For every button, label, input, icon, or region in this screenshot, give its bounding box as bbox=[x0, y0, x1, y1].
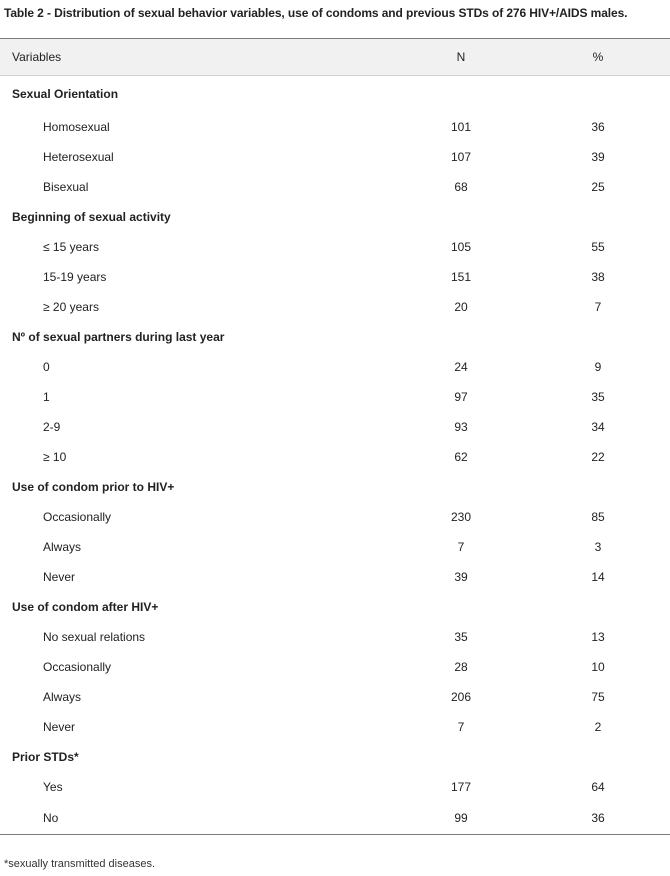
row-percent-value: 64 bbox=[591, 780, 605, 794]
table-caption: Table 2 - Distribution of sexual behavior variables, use of condoms and previous STDs of 276 HIV+/AIDS males. bbox=[4, 6, 628, 20]
row-percent-value: 13 bbox=[591, 630, 605, 644]
table-row bbox=[0, 652, 670, 682]
row-label: No sexual relations bbox=[43, 630, 146, 644]
table-row bbox=[0, 112, 670, 142]
row-n-value: 35 bbox=[454, 630, 468, 644]
table-row bbox=[0, 412, 670, 442]
row-n-value: 7 bbox=[457, 720, 465, 734]
table-row bbox=[0, 232, 670, 262]
table-row bbox=[0, 262, 670, 292]
row-percent-value: 7 bbox=[594, 300, 602, 314]
group-title: Use of condom prior to HIV+ bbox=[12, 480, 175, 494]
row-percent-value: 85 bbox=[591, 510, 605, 524]
table-row bbox=[0, 172, 670, 202]
row-percent-value: 36 bbox=[591, 120, 605, 134]
table-row bbox=[0, 562, 670, 592]
row-label: 0 bbox=[43, 360, 50, 374]
row-percent-value: 3 bbox=[594, 540, 602, 554]
group-header-row bbox=[0, 76, 670, 112]
table-row bbox=[0, 802, 670, 834]
row-label: Occasionally bbox=[43, 660, 112, 674]
table-row bbox=[0, 292, 670, 322]
row-label: Yes bbox=[43, 780, 63, 794]
column-header-variables: Variables bbox=[12, 50, 62, 64]
row-percent-value: 55 bbox=[591, 240, 605, 254]
row-n-value: 62 bbox=[454, 450, 468, 464]
row-n-value: 177 bbox=[450, 780, 472, 794]
row-percent-value: 35 bbox=[591, 390, 605, 404]
table-row bbox=[0, 442, 670, 472]
column-header-n: N bbox=[456, 50, 466, 64]
row-percent-value: 10 bbox=[591, 660, 605, 674]
row-n-value: 7 bbox=[457, 540, 465, 554]
table-row bbox=[0, 502, 670, 532]
row-label: ≥ 20 years bbox=[43, 300, 99, 314]
row-n-value: 99 bbox=[454, 811, 468, 825]
row-label: 15-19 years bbox=[43, 270, 107, 284]
row-percent-value: 2 bbox=[594, 720, 602, 734]
column-header-percent: % bbox=[592, 50, 604, 64]
row-label: ≤ 15 years bbox=[43, 240, 99, 254]
table-row bbox=[0, 352, 670, 382]
row-label: Always bbox=[43, 540, 82, 554]
group-header-row bbox=[0, 322, 670, 352]
row-label: No bbox=[43, 811, 59, 825]
table-body bbox=[0, 76, 670, 834]
row-n-value: 28 bbox=[454, 660, 468, 674]
row-n-value: 107 bbox=[450, 150, 472, 164]
table-row bbox=[0, 682, 670, 712]
row-n-value: 97 bbox=[454, 390, 468, 404]
row-n-value: 101 bbox=[450, 120, 472, 134]
row-n-value: 206 bbox=[450, 690, 472, 704]
row-n-value: 68 bbox=[454, 180, 468, 194]
group-title: Beginning of sexual activity bbox=[12, 210, 171, 224]
row-label: Heterosexual bbox=[43, 150, 114, 164]
table-row bbox=[0, 622, 670, 652]
row-label: Homosexual bbox=[43, 120, 110, 134]
row-percent-value: 36 bbox=[591, 811, 605, 825]
group-header-row bbox=[0, 592, 670, 622]
table-row bbox=[0, 712, 670, 742]
data-table bbox=[0, 38, 670, 835]
row-n-value: 230 bbox=[450, 510, 472, 524]
row-n-value: 151 bbox=[450, 270, 472, 284]
row-label: Never bbox=[43, 570, 76, 584]
row-n-value: 93 bbox=[454, 420, 468, 434]
row-n-value: 20 bbox=[454, 300, 468, 314]
table-row bbox=[0, 532, 670, 562]
row-percent-value: 75 bbox=[591, 690, 605, 704]
row-percent-value: 38 bbox=[591, 270, 605, 284]
row-percent-value: 34 bbox=[591, 420, 605, 434]
table-footnote: *sexually transmitted diseases. bbox=[4, 858, 156, 870]
group-title: Nº of sexual partners during last year bbox=[12, 330, 225, 344]
table-row bbox=[0, 142, 670, 172]
row-label: ≥ 10 bbox=[43, 450, 67, 464]
row-n-value: 39 bbox=[454, 570, 468, 584]
group-header-row bbox=[0, 472, 670, 502]
row-percent-value: 25 bbox=[591, 180, 605, 194]
table-row bbox=[0, 382, 670, 412]
row-label: Always bbox=[43, 690, 82, 704]
group-title: Use of condom after HIV+ bbox=[12, 600, 159, 614]
row-n-value: 105 bbox=[450, 240, 472, 254]
row-label: Occasionally bbox=[43, 510, 112, 524]
row-label: Bisexual bbox=[43, 180, 89, 194]
group-header-row bbox=[0, 202, 670, 232]
row-percent-value: 14 bbox=[591, 570, 605, 584]
row-percent-value: 39 bbox=[591, 150, 605, 164]
row-n-value: 24 bbox=[454, 360, 468, 374]
row-label: 2-9 bbox=[43, 420, 61, 434]
table-header-row bbox=[0, 39, 670, 76]
row-label: Never bbox=[43, 720, 76, 734]
row-percent-value: 9 bbox=[594, 360, 602, 374]
group-header-row bbox=[0, 742, 670, 772]
row-label: 1 bbox=[43, 390, 50, 404]
table-row bbox=[0, 772, 670, 802]
group-title: Prior STDs* bbox=[12, 750, 79, 764]
row-percent-value: 22 bbox=[591, 450, 605, 464]
group-title: Sexual Orientation bbox=[12, 87, 119, 101]
